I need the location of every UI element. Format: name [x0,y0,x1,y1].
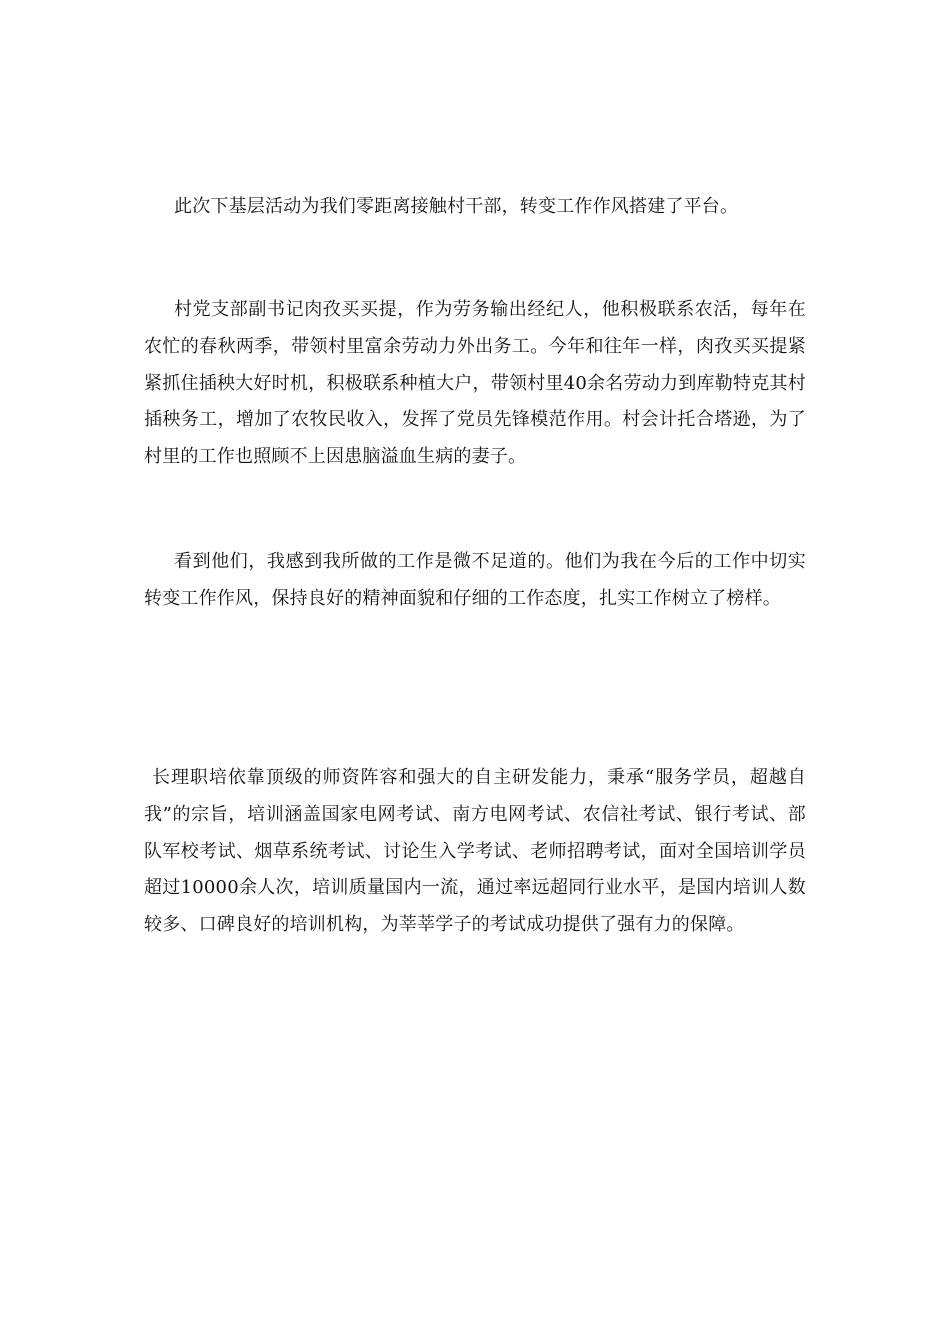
paragraph-training-ad: 长理职培依靠顶级的师资阵容和强大的自主研发能力，秉承“服务学员，超越自我”的宗旨，培训涵盖国家电网考试、南方电网考试、农信社考试、银行考试、部队军校考试、烟草系统考试、讨论生入学考试、老师招聘考试，面对全国培训学员超过10000余人次，培训质量国内一流，通过率远超同行业水平，是国内培训人数较多、口碑良好的培训机构，为莘莘学子的考试成功提供了强有力的保障。 [144,767,806,936]
paragraph-activity-platform: 此次下基层活动为我们零距离接触村干部，转变工作作风搭建了平台。 [174,196,739,217]
paragraph-reflection: 看到他们，我感到我所做的工作是微不足道的。他们为我在今后的工作中切实转变工作作风，保持良好的精神面貌和仔细的工作态度，扎实工作树立了榜样。 [144,551,806,609]
paragraph-village-cadres: 村党支部副书记肉孜买买提，作为劳务输出经纪人，他积极联系农活，每年在农忙的春秋两季，带领村里富余劳动力外出务工。今年和往年一样，肉孜买买提紧紧抓住插秧大好时机，积极联系种植大户，带领村里40余名劳动力到库勒特克其村插秧务工，增加了农牧民收入，发挥了党员先锋模范作用。村会计托合塔逊，为了村里的工作也照顾不上因患脑溢血生病的妻子。 [144,299,806,468]
